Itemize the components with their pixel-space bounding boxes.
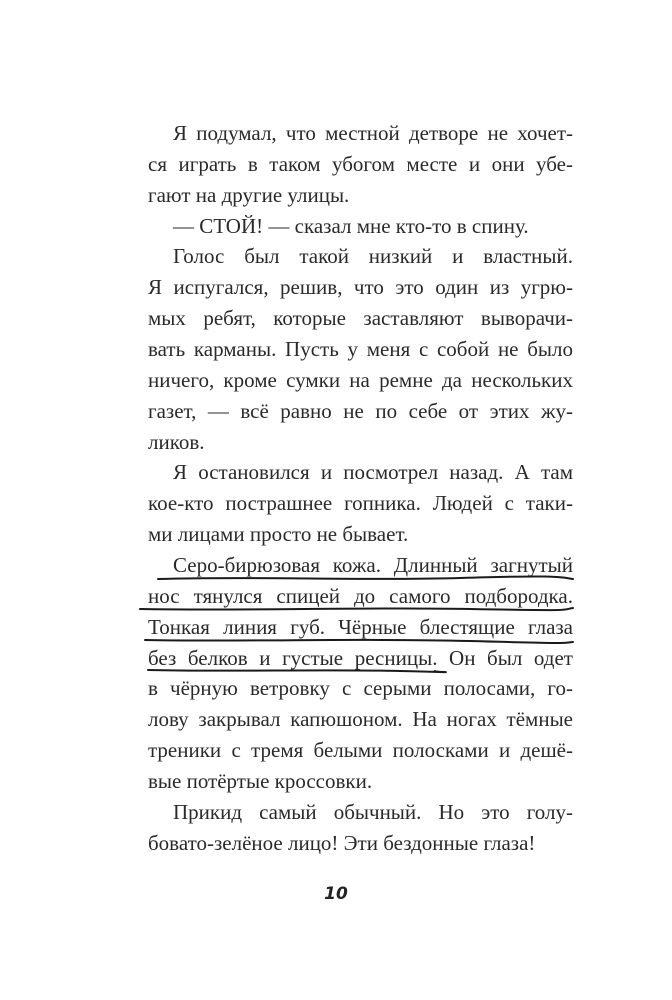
text-line: треники с тремя белыми полосками и дешё- <box>148 738 573 763</box>
text-line: Тонкая линия губ. Чёрные блестящие глаза <box>148 614 573 639</box>
text-line: Голос был такой низкий и властный. <box>173 244 573 269</box>
text-line: без белков и густые ресницы. Он был одет <box>148 645 573 670</box>
text-line: в чёрную ветровку с серыми полосами, го- <box>148 676 573 701</box>
text-line: вать карманы. Пусть у меня с собой не было <box>148 337 573 362</box>
text-line: ничего, кроме сумки на ремне да нескольких <box>148 367 573 392</box>
text-line: ликов. <box>148 429 205 454</box>
text-line: вые потёртые кроссовки. <box>148 769 373 794</box>
text-line: лову закрывал капюшоном. На ногах тёмные <box>148 707 573 732</box>
text-line: ся играть в таком убогом месте и они убе- <box>148 151 573 176</box>
body-text <box>148 118 573 859</box>
text-line: нос тянулся спицей до самого подбородка. <box>148 583 573 608</box>
text-line: Серо-бирюзовая кожа. Длинный загнутый <box>173 553 573 578</box>
text-line: мых ребят, которые заставляют выворачи- <box>148 306 573 331</box>
text-line: Я испугался, решив, что это один из угрю- <box>148 275 573 300</box>
text-line: кое-кто пострашнее гопника. Людей с таки- <box>148 491 573 516</box>
text-line: Прикид самый обычный. Но это голу- <box>173 799 573 824</box>
text-line: бовато-зелёное лицо! Эти бездонные глаза! <box>148 830 536 855</box>
text-line: гают на другие улицы. <box>148 182 350 207</box>
text-line: Я остановился и посмотрел назад. А там <box>173 460 573 485</box>
page-number: 10 <box>324 884 348 904</box>
text-line: Я подумал, что местной детворе не хочет- <box>173 121 573 145</box>
text-line: газет, — всё равно не по себе от этих жу- <box>148 398 573 423</box>
text-line: ми лицами просто не бывает. <box>148 522 409 547</box>
text-line: — СТОЙ! — сказал мне кто-то в спину. <box>173 213 529 238</box>
